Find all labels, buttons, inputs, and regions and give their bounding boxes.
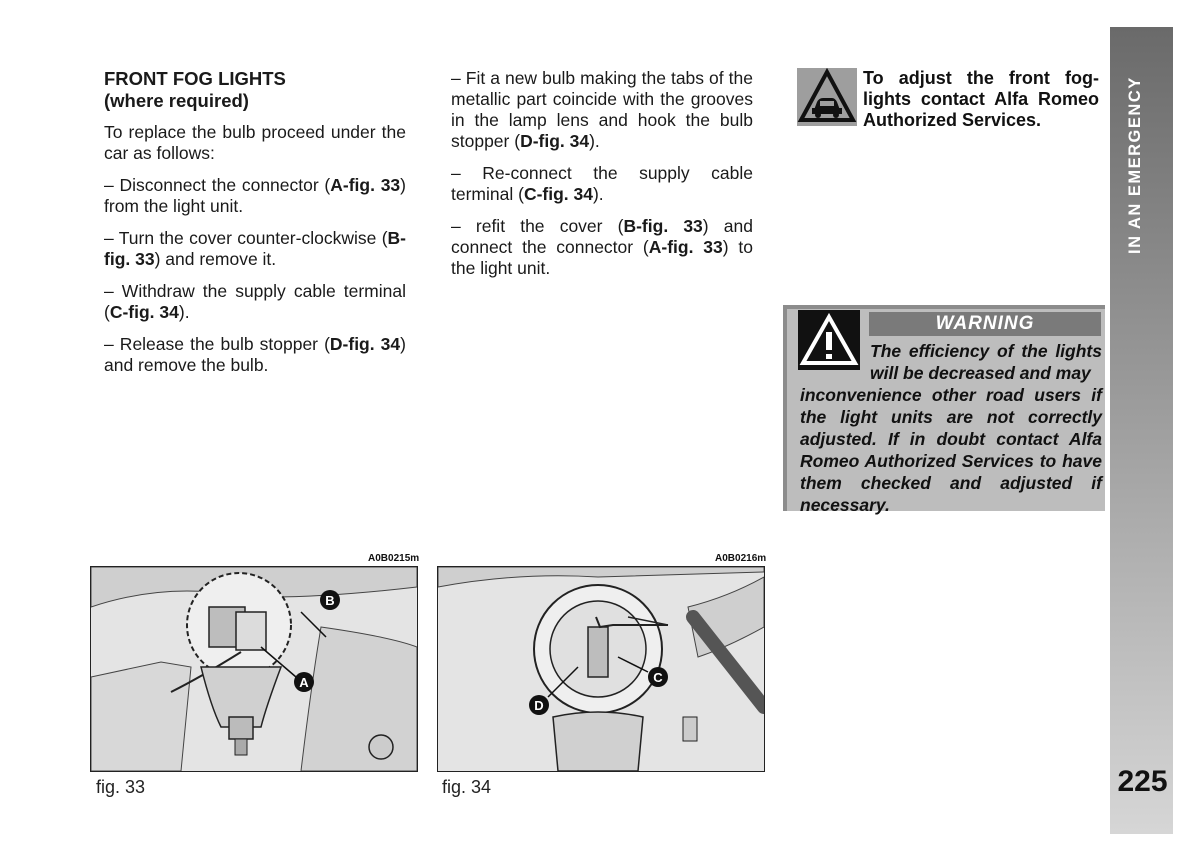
- step-paragraph: – refit the cover (B-fig. 33) and connect the connector (A-fig. 33) to the light unit.: [451, 216, 753, 278]
- figure-code: A0B0215m: [368, 553, 420, 564]
- figure-reference: A-fig. 33: [330, 175, 401, 195]
- page-number: 225: [1117, 765, 1168, 798]
- figure-caption: fig. 34: [442, 777, 492, 797]
- step-paragraph: – Re-connect the supply cable terminal (C-fig. 34).: [451, 163, 753, 204]
- figure-reference: C-fig. 34: [523, 184, 593, 204]
- figure-code: A0B0216m: [715, 553, 767, 564]
- note-text: To adjust the front fog-lights contact Alfa Romeo Authorized Services.: [863, 68, 1099, 130]
- step-paragraph: – Fit a new bulb making the tabs of the metallic part coincide with the grooves in the lamp lens and hook the bulb stopper (D-fig. 34).: [451, 68, 753, 151]
- figure-reference: D-fig. 34: [329, 334, 401, 354]
- figure-34-illustration: [437, 566, 765, 772]
- car-icon: [797, 68, 857, 126]
- section-heading: FRONT FOG LIGHTS: [104, 68, 286, 89]
- figure-reference: B-fig. 33: [623, 216, 703, 236]
- figure-reference: D-fig. 34: [520, 131, 590, 151]
- intro-paragraph: To replace the bulb proceed under the car as follows:: [104, 122, 406, 163]
- callout-a-label: A: [299, 675, 309, 690]
- section-title: IN AN EMERGENCY: [1126, 76, 1144, 254]
- figure-reference: A-fig. 33: [648, 237, 723, 257]
- warning-text: [800, 340, 1102, 516]
- section-subheading: (where required): [104, 90, 249, 111]
- step-paragraph: – Withdraw the supply cable terminal (C-fig. 34).: [104, 281, 406, 322]
- step-paragraph: – Disconnect the connector (A-fig. 33) from the light unit.: [104, 175, 406, 216]
- figure-reference: C-fig. 34: [109, 302, 179, 322]
- step-paragraph: – Turn the cover counter-clockwise (B-fig. 33) and remove it.: [104, 228, 406, 269]
- callout-c-label: C: [653, 670, 663, 685]
- warning-text-rest: inconvenience other road users if the light units are not correctly adjusted. If in doubt contact Alfa Romeo Authorized Services to have them checked and adjusted if necessary.: [800, 385, 1102, 515]
- left-column: [104, 68, 406, 387]
- figure-reference: B-fig. 33: [104, 228, 406, 269]
- figure-caption: fig. 33: [96, 777, 146, 797]
- callout-d-label: D: [534, 698, 544, 713]
- middle-column: [451, 68, 753, 290]
- warning-title: WARNING: [869, 312, 1101, 336]
- figure-33-illustration: [90, 566, 418, 772]
- warning-text-first: The efficiency of the lights will be decreased and may: [870, 341, 1102, 383]
- callout-b-label: B: [325, 593, 335, 608]
- step-paragraph: – Release the bulb stopper (D-fig. 34) and remove the bulb.: [104, 334, 406, 375]
